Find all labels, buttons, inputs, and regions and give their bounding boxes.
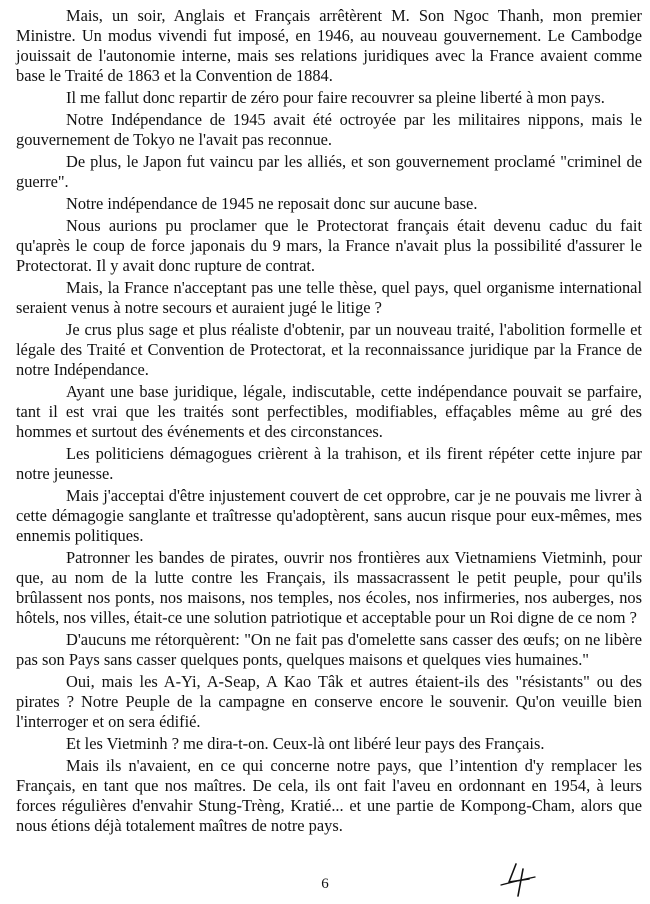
- paragraph: Oui, mais les A-Yi, A-Seap, A Kao Tâk et autres étaient-ils des "résistants" ou des pirates ? Notre Peuple de la campagne en conserve encore le souvenir. Qu'on veuille bien l'interroger et on sera édifié.: [16, 672, 642, 731]
- paragraph: Notre indépendance de 1945 ne reposait donc sur aucune base.: [66, 194, 478, 213]
- handwritten-page-mark: [498, 860, 538, 900]
- paragraph: Mais, la France n'acceptant pas une telle thèse, quel pays, quel organisme international seraient venus à notre secours et auraient jugé le litige ?: [16, 278, 642, 317]
- page-number: 6: [321, 876, 329, 892]
- paragraph: Notre Indépendance de 1945 avait été octroyée par les militaires nippons, mais le gouvernement de Tokyo ne l'avait pas reconnue.: [16, 110, 642, 149]
- paragraph: Je crus plus sage et plus réaliste d'obtenir, par un nouveau traité, l'abolition formelle et légale des Traité et Convention de Protectorat, et la reconnaissance juridique par la France de notre Indépendance.: [16, 320, 642, 379]
- paragraph: D'aucuns me rétorquèrent: "On ne fait pas d'omelette sans casser des œufs; on ne libère pas son Pays sans casser quelques ponts, quelques maisons et quelques vies humaines.": [16, 630, 642, 669]
- paragraph: Nous aurions pu proclamer que le Protectorat français était devenu caduc du fait qu'après le coup de force japonais du 9 mars, la France n'avait plus la possibilité d'assurer le Protectorat. Il y avait donc rupture de contrat.: [16, 216, 642, 275]
- paragraph: De plus, le Japon fut vaincu par les alliés, et son gouvernement proclamé "criminel de guerre".: [16, 152, 642, 191]
- paragraph: Il me fallut donc repartir de zéro pour faire recouvrer sa pleine liberté à mon pays.: [66, 88, 605, 107]
- paragraph: Mais j'acceptai d'être injustement couvert de cet opprobre, car je ne pouvais me livrer à cette démagogie sanglante et traîtresse qu'adoptèrent, sans aucun risque pour eux-mêmes, mes ennemis politiques.: [16, 486, 642, 545]
- paragraph: Ayant une base juridique, légale, indiscutable, cette indépendance pouvait se parfaire, tant il est vrai que les traités sont perfectibles, modifiables, effaçables même au gré des hommes et surtout des événements et des circonstances.: [16, 382, 642, 441]
- paragraph: Mais ils n'avaient, en ce qui concerne notre pays, que l’intention d'y remplacer les Français, en tant que nos maîtres. De cela, ils ont fait l'aveu en ordonnant en 1954, à leurs forces régulières d'envahir Stung-Trèng, Kratié... et une partie de Kompong-Cham, alors que nous étions déjà totalement maîtres de notre pays.: [16, 756, 642, 835]
- document-body: [16, 6, 642, 838]
- paragraph: Et les Vietminh ? me dira-t-on. Ceux-là ont libéré leur pays des Français.: [66, 734, 545, 753]
- paragraph: Patronner les bandes de pirates, ouvrir nos frontières aux Vietnamiens Vietminh, pour que, au nom de la lutte contre les Français, ils massacrassent le petit peuple, pour qu'ils brûlassent nos ponts, nos maisons, nos temples, nos écoles, nos infirmeries, nos auberges, nos hôtels, nos villes, était-ce une solution patriotique et acceptable pour un Roi digne de ce nom ?: [16, 548, 642, 627]
- paragraph: Les politiciens démagogues crièrent à la trahison, et ils firent répéter cette injure par notre jeunesse.: [16, 444, 642, 483]
- paragraph: Mais, un soir, Anglais et Français arrêtèrent M. Son Ngoc Thanh, mon premier Ministre. Un modus vivendi fut imposé, en 1946, au nouveau gouvernement. Le Cambodge jouissait de l'autonomie interne, mais ses relations juridiques avec la France avaient comme base le Traité de 1863 et la Convention de 1884.: [16, 6, 642, 85]
